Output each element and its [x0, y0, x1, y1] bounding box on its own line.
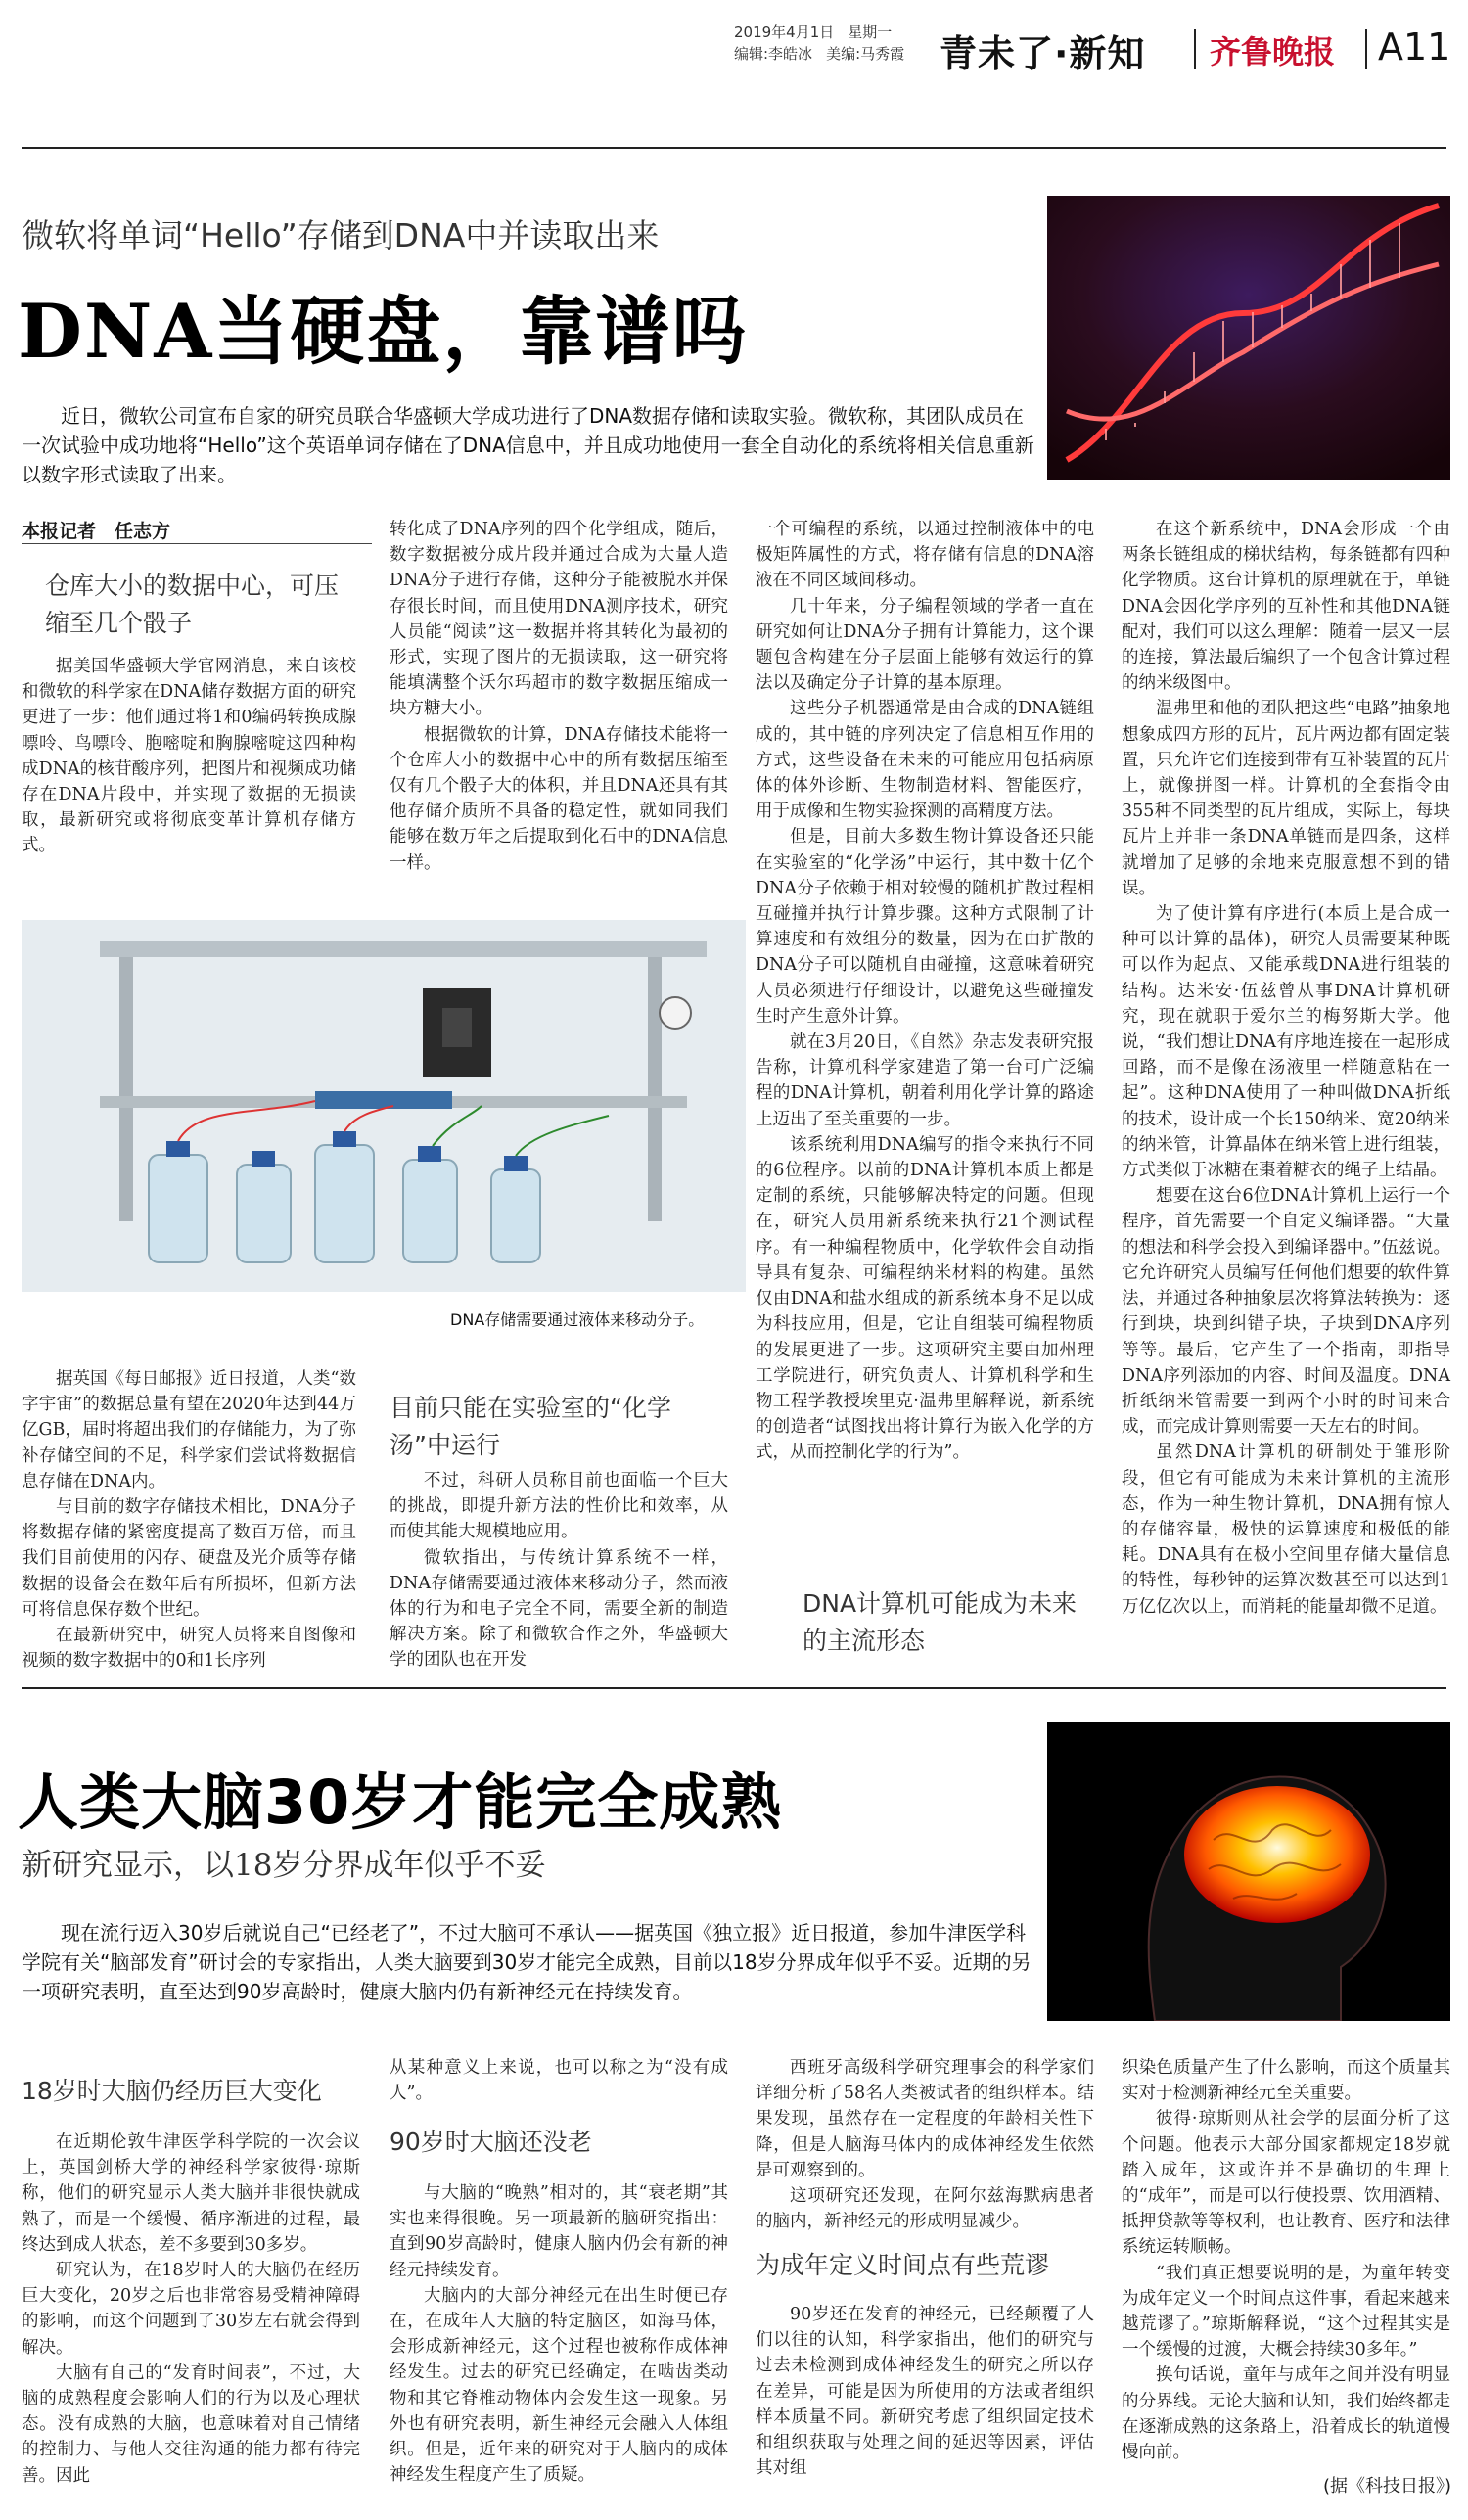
article1-headline: DNA当硬盘，靠谱吗 — [18, 288, 749, 375]
paragraph: 想要在这台6位DNA计算机上运行一个程序，首先需要一个自定义编译器。“大量的想法和科学会投入到编译器中。”伍兹说。它允许研究人员编写任何他们想要的软件算法，并通过各种抽象层次将算法转换为：逐行到块，块到纠错子块，子块到DNA序列等等。最后，它产生了一个指南，即指导DNA序列添加的内容、时间及温度。DNA折纸纳米管需要一到两个小时的时间来合成，而完成计算则需要一天左右的时间。 — [1122, 1186, 1450, 1438]
paragraph: 据英国《每日邮报》近日报道，人类“数字宇宙”的数据总量有望在2020年达到44万亿GB，届时将超出我们的存储能力，为了弥补存储空间的不足，科学家们尝试将数据信息存储在DNA内。 — [22, 1369, 356, 1491]
designer-credit: 美编:马秀霞 — [826, 45, 905, 63]
dna-helix-photo — [1047, 196, 1450, 480]
article1-column-1-top — [22, 654, 356, 859]
paragraph: 换句话说，童年与成年之间并没有明显的分界线。无论大脑和认知，我们始终都走在逐渐成熟的这条路上，沿着成长的轨道慢慢向前。 — [1122, 2365, 1450, 2463]
article1-kicker: 微软将单词“Hello”存储到DNA中并读取出来 — [22, 216, 660, 254]
paragraph: 就在3月20日，《自然》杂志发表研究报告称，计算机科学家建造了第一台可广泛编程的DNA计算机，朝着利用化学计算的路途上迈出了至关重要的一步。 — [756, 1032, 1094, 1129]
article2-column-3-body — [756, 2302, 1094, 2481]
paragraph: 这些分子机器通常是由合成的DNA链组成的，其中链的序列决定了信息相互作用的方式，这些设备在未来的可能应用包括病原体的体外诊断、生物制造材料、智能医疗，用于成像和生物实验探测的高精度方法。 — [756, 699, 1094, 822]
article1-column-1-bottom — [22, 1366, 356, 1673]
photo-caption: DNA存储需要通过液体来移动分子。 — [450, 1310, 705, 1329]
article1-subhead-3: DNA计算机可能成为未来的主流形态 — [803, 1589, 1078, 1655]
article2-lead: 现在流行迈入30岁后就说自己“已经老了”，不过大脑可不承认——据英国《独立报》近日报道，参加牛津医学科学院有关“脑部发育”研讨会的专家指出，人类大脑要到30岁才能完全成熟，目前以18岁分界成年似乎不妥。近期的另一项研究表明，直至达到90岁高龄时，健康大脑内仍有新神经元在持续发育。 — [22, 1921, 1032, 2003]
paragraph: 90岁还在发育的神经元，已经颠覆了人们以往的认知，科学家指出，他们的研究与过去未检测到成体神经发生的研究之所以存在差异，可能是因为所使用的方法或者组织样本质量不同。新研究考虑了组织固定技术和组织获取与处理之间的延迟等因素，评估其对组 — [756, 2305, 1094, 2479]
paragraph: 温弗里和他的团队把这些“电路”抽象地想象成四方形的瓦片，瓦片两边都有固定装置，只允许它们连接到带有互补装置的瓦片上，就像拼图一样。计算机的全套指令由355种不同类型的瓦片组成，实际上，每块瓦片上并非一条DNA单链而是四条，这样就增加了足够的余地来克服意想不到的错误。 — [1122, 699, 1450, 898]
paragraph: 在这个新系统中，DNA会形成一个由两条长链组成的梯状结构，每条链都有四种化学物质。这台计算机的原理就在于，单链DNA会因化学序列的互补性和其他DNA链配对，我们可以这么理解：随着一层又一层的连接，算法最后编织了一个包含计算过程的纳米级图中。 — [1122, 520, 1450, 694]
dna-storage-device-photo — [22, 920, 746, 1292]
paragraph: 织染色质量产生了什么影响，而这个质量其实对于检测新神经元至关重要。 — [1122, 2058, 1450, 2104]
newspaper-logo: 齐鲁晚报 — [1210, 33, 1336, 70]
article1-subhead-1: 仓库大小的数据中心，可压缩至几个骰子 — [45, 572, 340, 637]
article2-column-1 — [22, 2130, 360, 2489]
paragraph: 为了使计算有序进行(本质上是合成一种可以计算的晶体)，研究人员需要某种既可以作为起点、又能承载DNA进行组装的结构。达米安·伍兹曾从事DNA计算机研究，现在就职于爱尔兰的梅努斯大学。他说，“我们想让DNA有序地连接在一起形成回路，而不是像在汤液里一样随意粘在一起”。这种DNA使用了一种叫做DNA折纸的技术，设计成一个长150纳米、宽20纳米的纳米管，计算晶体在纳米管上进行组装，方式类似于冰糖在棗着糖衣的绳子上结晶。 — [1122, 904, 1450, 1181]
article2-subtitle: 新研究显示，以18岁分界成年似乎不妥 — [22, 1848, 546, 1883]
paragraph: 西班牙高级科学研究理事会的科学家们详细分析了58名人类被试者的组织样本。结果发现，虽然存在一定程度的年龄相关性下降，但是人脑海马体内的成体神经发生依然是可观察到的。 — [756, 2058, 1094, 2180]
subhead — [803, 1585, 1096, 1660]
paragraph: 在近期伦敦牛津医学科学院的一次会议上，英国剑桥大学的神经科学家彼得·琼斯称，他们的研究显示人类大脑并非很快就成熟了，而是一个缓慢、循序渐进的过程，最终达到成人状态，差不多要到30多岁。 — [22, 2132, 360, 2255]
glowing-brain-illustration — [1047, 1722, 1450, 2021]
paragraph: 与目前的数字存储技术相比，DNA分子将数据存储的紧密度提高了数百万倍，而且我们目前使用的闪存、硬盘及光介质等存储数据的设备会在数年后有所损坏，但新方法可将信息保存数个世纪。 — [22, 1497, 356, 1620]
paragraph: 该系统利用DNA编写的指令来执行不同的6位程序。以前的DNA计算机本质上都是定制的系统，只能够解决特定的问题。但现在，研究人员用新系统来执行21个测试程序。有一种编程物质中，化学软件会自动指导具有复杂、可编程纳米材料的构建。虽然仅由DNA和盐水组成的新系统本身不足以成为科技应用，但是，它让自组装可编程物质的发展更进了一步。这项研究主要由加州理工学院进行，研究负责人、计算机科学和生物工程学教授埃里克·温弗里解释说，新系统的创造者“试图找出将计算行为嵌入化学的方式，从而控制化学的行为”。 — [756, 1134, 1094, 1463]
date-line — [734, 22, 918, 43]
editor-credit: 编辑:李皓冰 — [734, 45, 813, 63]
source-credit: (据《科技日报》) — [1323, 2476, 1452, 2497]
paragraph: 转化成了DNA序列的四个化学组成，随后，数字数据被分成片段并通过合成为大量人造DNA分子进行存储，这种分子能被脱水并保存很长时间，而且使用DNA测序技术，研究人员能“阅读”这一数据并将其转化为最初的形式，实现了图片的无损读取，这一研究将能填满整个沃尔玛超市的数字数据压缩成一块方糖大小。 — [390, 520, 728, 719]
paragraph: 根据微软的计算，DNA存储技术能将一个仓库大小的数据中心中的所有数据压缩至仅有几个骰子大的体积，并且DNA还具有其他存储介质所不具备的稳定性，就如同我们能够在数万年之后提取到化石中的DNA信息一样。 — [390, 724, 728, 873]
subhead — [45, 568, 356, 642]
masthead-meta — [734, 22, 918, 65]
article1-column-4 — [1122, 517, 1450, 1620]
paragraph: 据美国华盛顿大学官网消息，来自该校和微软的科学家在DNA储存数据方面的研究更进了一步：他们通过将1和0编码转换成腺嘌呤、鸟嘌呤、胞嘧啶和胸腺嘧啶这四种构成DNA的核苷酸序列，把图片和视频成功储存在DNA片段中，并实现了数据的无损读取，最新研究或将彻底变革计算机存储方式。 — [22, 657, 356, 856]
paragraph: 虽然DNA计算机的研制处于雏形阶段，但它有可能成为未来计算机的主流形态，作为一种生物计算机，DNA拥有惊人的存储容量，极快的运算速度和极低的能耗。DNA具有在极小空间里存储大量信息的特性，每秒钟的运算次数甚至可以达到1万亿亿次以上，而消耗的能量却微不足道。 — [1122, 1443, 1450, 1617]
issue-date: 2019年4月1日 — [734, 23, 835, 41]
paragraph: 但是，目前大多数生物计算设备还只能在实验室的“化学汤”中运行，其中数十亿个DNA分子依赖于相对较慢的随机扩散过程相互碰撞并执行计算步骤。这种方式限制了计算速度和有效组分的数量，因为在由扩散的DNA分子可以随机自由碰撞，这意味着研究人员必须进行仔细设计，以避免这些碰撞发生时产生意外计算。 — [756, 827, 1094, 1027]
paragraph: 一个可编程的系统，以通过控制液体中的电极矩阵属性的方式，将存储有信息的DNA溶液在不同区域间移动。 — [756, 520, 1094, 591]
masthead-divider — [1365, 29, 1367, 69]
article2-column-4 — [1122, 2055, 1450, 2465]
section-rule — [22, 1687, 1446, 1689]
paragraph: 大脑内的大部分神经元在出生时便已存在，在成年人大脑的特定脑区，如海马体，会形成新神经元，这个过程也被称作成体神经发生。过去的研究已经确定，在啮齿类动物和其它脊椎动物体内会发生这一现象。另外也有研究表明，新生神经元会融入人体组织。但是，近年来的研究对于人脑内的成体神经发生程度产生了质疑。 — [390, 2285, 728, 2486]
paragraph: 从某种意义上来说，也可以称之为“没有成人”。 — [390, 2058, 728, 2104]
article2-subhead-1: 18岁时大脑仍经历巨大变化 — [22, 2077, 322, 2105]
subhead — [390, 1390, 722, 1464]
article2-column-3 — [756, 2055, 1094, 2234]
article2-column-2 — [390, 2055, 728, 2106]
issue-weekday: 星期一 — [848, 23, 893, 41]
paragraph: 与大脑的“晚熟”相对的，其“衰老期”其实也来得很晚。另一项最新的脑研究指出：直到90岁高龄时，健康人脑内仍会有新的神经元持续发育。 — [390, 2183, 728, 2280]
article1-column-3 — [756, 517, 1094, 1466]
subhead — [756, 2247, 1088, 2284]
brain-photo — [1047, 1722, 1450, 2021]
paragraph: 研究认为，在18岁时人的大脑仍在经历巨大变化，20岁之后也非常容易受精神障碍的影响，而这个问题到了30岁左右就会得到解决。 — [22, 2261, 360, 2358]
subhead — [390, 2124, 722, 2161]
article1-subhead-2: 目前只能在实验室的“化学汤”中运行 — [390, 1394, 671, 1459]
article2-subhead-2: 90岁时大脑还没老 — [390, 2128, 592, 2156]
lab-apparatus-illustration — [22, 920, 746, 1292]
paragraph: 彼得·琼斯则从社会学的层面分析了这个问题。他表示大部分国家都规定18岁就踏入成年，这或许并不是确切的生理上的“成年”，而是可以行使投票、饮用酒精、抵押贷款等等权利，也让教育、医疗和法律系统运转顺畅。 — [1122, 2109, 1450, 2258]
top-rule — [22, 147, 1446, 149]
paragraph: “我们真正想要说明的是，为童年转变为成年定义一个时间点这件事，看起来越来越荒谬了。”琼斯解释说，“这个过程其实是一个缓慢的过渡，大概会持续30多年。” — [1122, 2263, 1450, 2360]
section-title: 青未了·新知 — [940, 32, 1146, 75]
paragraph: 在最新研究中，研究人员将来自图像和视频的数字数据中的0和1长序列 — [22, 1626, 356, 1672]
paragraph: 微软指出，与传统计算系统不一样，DNA存储需要通过液体来移动分子，然而液体的行为和电子完全不同，需要全新的制造解决方案。除了和微软合作之外，华盛顿大学的团队也在开发 — [390, 1547, 728, 1671]
article2-headline: 人类大脑30岁才能完全成熟 — [18, 1766, 783, 1838]
staff-line — [734, 43, 918, 65]
dna-helix-illustration — [1047, 196, 1450, 480]
page-number: A11 — [1378, 25, 1451, 69]
paragraph: 不过，科研人员称目前也面临一个巨大的挑战，即提升新方法的性价比和效率，从而使其能大规模地应用。 — [390, 1471, 728, 1542]
masthead-divider — [1194, 29, 1196, 69]
paragraph: 这项研究还发现，在阿尔兹海默病患者的脑内，新神经元的形成明显减少。 — [756, 2186, 1094, 2232]
subhead — [22, 2073, 354, 2110]
article1-column-2-bottom — [390, 1468, 728, 1673]
article2-column-2-body — [390, 2180, 728, 2488]
byline: 本报记者 任志方 — [22, 521, 171, 542]
paragraph: 大脑有自己的“发育时间表”，不过，大脑的成熟程度会影响人们的行为以及心理状态。没有成熟的大脑，也意味着对自己情绪的控制力、与他人交往沟通的能力都有待完善。因此 — [22, 2362, 360, 2486]
paragraph: 几十年来，分子编程领域的学者一直在研究如何让DNA分子拥有计算能力，这个课题包含构建在分子层面上能够有效运行的算法以及确定分子计算的基本原理。 — [756, 596, 1094, 694]
article1-lead: 近日，微软公司宣布自家的研究员联合华盛顿大学成功进行了DNA数据存储和读取实验。微软称，其团队成员在一次试验中成功地将“Hello”这个英语单词存储在了DNA信息中，并且成功地使用一套全自动化的系统将相关信息重新以数字形式读取了出来。 — [22, 404, 1034, 486]
article2-subhead-3: 为成年定义时间点有些荒谬 — [756, 2251, 1050, 2279]
byline-rule — [22, 543, 372, 544]
article1-column-2-top — [390, 517, 728, 876]
